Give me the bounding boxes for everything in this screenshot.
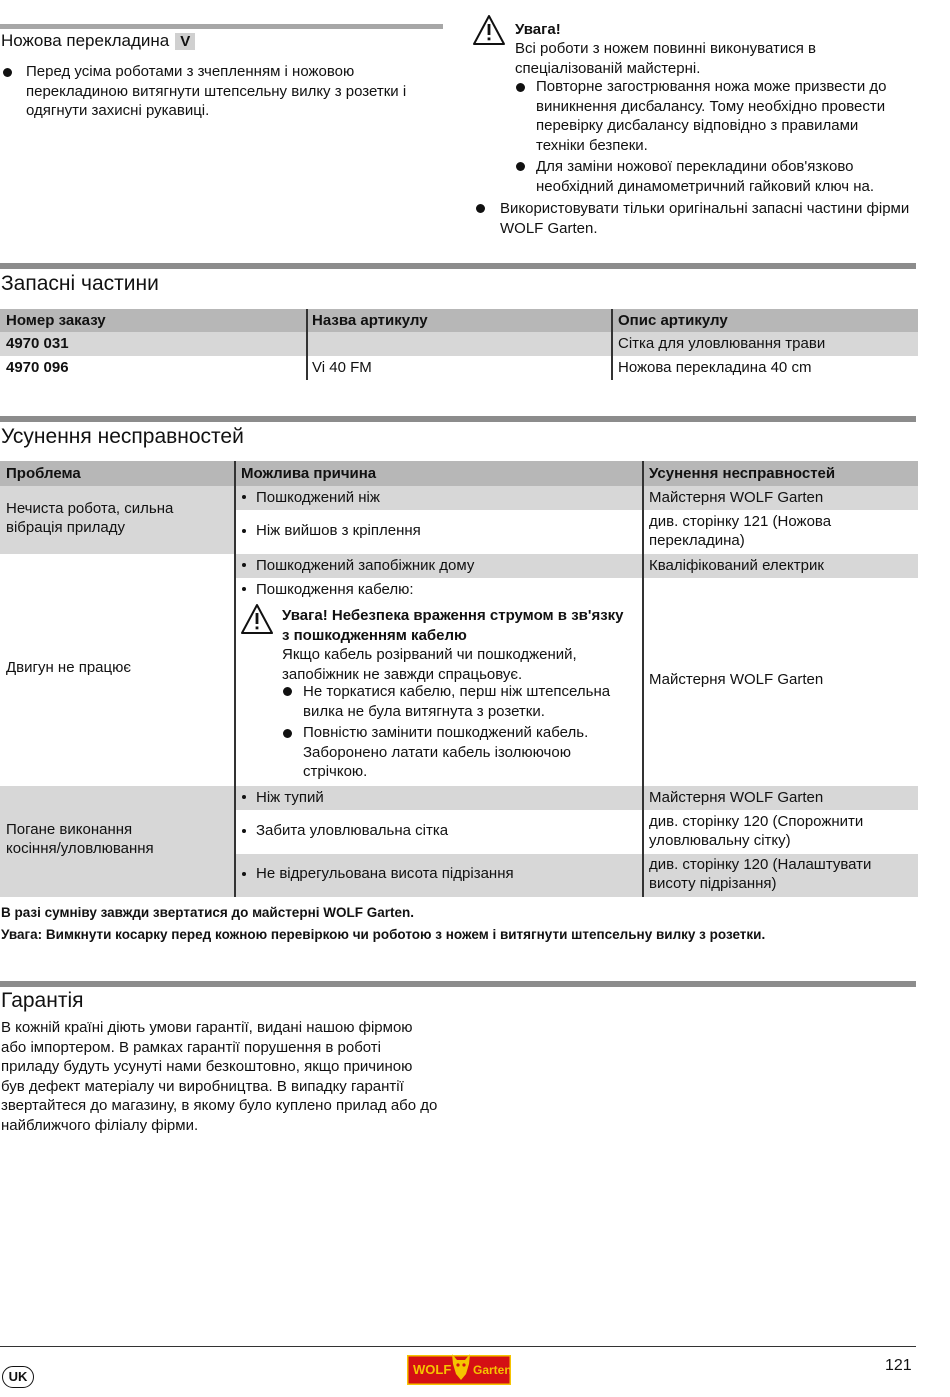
problem-cell <box>0 786 235 897</box>
cause-text: Пошкодження кабелю: <box>256 581 414 598</box>
text-line: Всі роботи з ножем повинні виконуватися в <box>515 40 816 57</box>
text-line: див. сторінку 120 (Спорожнити <box>649 813 864 830</box>
bullet-icon <box>283 687 292 696</box>
text-line: Увага! Небезпека враження струмом в зв'язку <box>282 607 624 624</box>
note-text: В разі сумніву завжди звертатися до майстерні WOLF Garten. <box>1 905 414 920</box>
section-divider <box>0 981 916 987</box>
cause-text: Пошкоджений ніж <box>256 489 380 506</box>
text-line: приладу будуть усунуті нами безкоштовно, якщо причиною <box>1 1058 413 1075</box>
text-line: Не торкатися кабелю, перш ніж штепсельна <box>303 683 611 700</box>
column-divider <box>642 461 644 897</box>
text-line: перекладиною витягнути штепсельну вилку з розетки і <box>26 82 407 100</box>
column-divider <box>611 309 613 380</box>
text-line: Нечиста робота, сильна <box>6 500 174 517</box>
cause-cell <box>235 554 643 578</box>
remedy-cell: Кваліфікований електрик <box>643 554 918 578</box>
bullet-icon <box>242 829 246 833</box>
section-title-warranty: Гарантія <box>1 989 84 1012</box>
warning-sub-bullet-2 <box>536 157 874 196</box>
section-title-text: Ножова перекладина <box>1 31 170 50</box>
bullet-icon <box>242 495 246 499</box>
text-line: див. сторінку 121 (Ножова <box>649 513 832 530</box>
text-line: див. сторінку 120 (Налаштувати <box>649 856 872 873</box>
text-line: косіння/уловлювання <box>6 840 154 857</box>
text-line: Для заміни ножової перекладини обов'язково <box>536 158 854 175</box>
text-line: висоту підрізання) <box>649 875 777 892</box>
bullet-icon <box>516 83 525 92</box>
cause-cell <box>235 486 643 510</box>
warning-text <box>515 39 816 78</box>
logo-word-right: Garten <box>473 1363 512 1377</box>
table-header-cell: Проблема <box>0 461 235 486</box>
wolf-head-icon <box>450 1352 472 1382</box>
warning-triangle-icon <box>240 603 274 640</box>
column-divider <box>234 461 236 897</box>
text-line: перевірку дисбалансу відповідно з правилами <box>536 117 859 134</box>
text-line: WOLF Garten. <box>500 219 598 237</box>
warning-title: Увага! <box>515 21 561 38</box>
section-title-blade <box>1 31 195 51</box>
text-line: запобіжник не завжди спрацьовує. <box>282 665 523 683</box>
remedy-cell: Майстерня WOLF Garten <box>649 671 824 688</box>
table-cell: 4970 031 <box>0 332 306 356</box>
text-line: одягнути захисні рукавиці. <box>26 102 210 119</box>
text-line: спеціалізованій майстерні. <box>515 59 701 77</box>
bullet-icon <box>516 162 525 171</box>
remedy-cell <box>643 810 918 854</box>
warranty-text <box>1 1018 437 1135</box>
table-cell <box>306 332 612 356</box>
column-divider <box>306 309 308 380</box>
bullet-icon <box>242 795 246 799</box>
bullet-icon <box>476 204 485 213</box>
cable-warning-bullet-2 <box>303 723 588 782</box>
logo-word-left: WOLF <box>413 1362 452 1377</box>
table-header-cell: Назва артикулу <box>306 309 612 332</box>
wolf-garten-logo <box>407 1355 511 1385</box>
table-cell: Сітка для уловлювання трави <box>612 332 918 356</box>
text-line: Погане виконання <box>6 821 133 838</box>
cause-cell <box>235 854 643 897</box>
text-line: з пошкодженням кабелю <box>282 626 467 644</box>
bullet-icon <box>242 872 246 876</box>
table-cell: Vi 40 FM <box>312 359 372 376</box>
section-badge: V <box>175 33 195 50</box>
table-header-cell: Опис артикулу <box>612 309 918 332</box>
warning-sub-bullet-1 <box>536 77 887 155</box>
text-line: Заборонено латати кабель ізолюючою <box>303 743 571 761</box>
text-line: Використовувати тільки оригінальні запасні частини фірми <box>500 200 910 217</box>
table-cell: 4970 096 <box>6 359 69 376</box>
section-divider <box>0 263 916 269</box>
cable-warning-text <box>282 606 624 684</box>
remedy-cell: Майстерня WOLF Garten <box>643 786 918 810</box>
cause-text: Не відрегульована висота підрізання <box>256 865 514 882</box>
remedy-cell <box>643 510 918 554</box>
text-line: вилка не була витягнута з розетки. <box>303 702 545 720</box>
cause-text: Ніж вийшов з кріплення <box>256 522 421 539</box>
text-line: найближчого філіалу фірми. <box>1 1116 199 1134</box>
text-line: звертайтеся до магазину, в якому було куплено прилад або до <box>1 1097 438 1114</box>
text-line: виникнення дисбалансу. Тому необхідно провести <box>536 97 886 115</box>
text-line: Перед усіма роботами з зчепленням і ножовою <box>26 63 355 80</box>
bullet-icon <box>242 529 246 533</box>
text-line: перекладина) <box>649 532 745 549</box>
blade-bullet-text <box>26 62 446 121</box>
page-number: 121 <box>885 1357 912 1374</box>
remedy-cell <box>643 854 918 897</box>
text-line: Повністю замінити пошкоджений кабель. <box>303 724 589 741</box>
problem-cell: Двигун не працює <box>6 659 132 676</box>
footer-divider <box>0 1346 916 1347</box>
text-line: Якщо кабель розірваний чи пошкоджений, <box>282 646 577 663</box>
cause-text: Забита уловлювальна сітка <box>256 822 449 839</box>
bullet-icon <box>3 68 12 77</box>
problem-cell <box>0 486 235 554</box>
bullet-icon <box>242 587 246 591</box>
text-line: Повторне загострювання ножа може призвести до <box>536 78 887 95</box>
table-header-cell: Можлива причина <box>235 461 643 486</box>
warning-bullet <box>500 199 909 238</box>
section-divider <box>0 24 443 29</box>
section-title-troubleshooting: Усунення несправностей <box>1 425 244 448</box>
section-title-spare-parts: Запасні частини <box>1 272 159 295</box>
text-line: або імпортером. В рамках гарантії порушення в роботі <box>1 1038 382 1056</box>
text-line: техніки безпеки. <box>536 136 648 154</box>
cable-warning-bullet-1 <box>303 682 610 721</box>
remedy-cell: Майстерня WOLF Garten <box>643 486 918 510</box>
warning-triangle-icon <box>472 14 506 51</box>
note-text: Увага: Вимкнути косарку перед кожною перевіркою чи роботою з ножем і витягнути штепсельну вилку з розетки. <box>1 927 766 942</box>
cause-cell <box>235 810 643 854</box>
bullet-icon <box>283 729 292 738</box>
cause-text: Ніж тупий <box>256 789 324 806</box>
text-line: вібрація приладу <box>6 519 125 536</box>
table-cell: Ножова перекладина 40 cm <box>618 359 812 376</box>
text-line: був дефект матеріалу чи виробництва. В випадку гарантії <box>1 1077 404 1095</box>
text-line: стрічкою. <box>303 763 368 780</box>
table-header-cell: Усунення несправностей <box>643 461 918 486</box>
cause-cell <box>235 786 643 810</box>
text-line: уловлювальну сітку) <box>649 832 791 849</box>
section-divider <box>0 416 916 422</box>
country-code: UK <box>8 1369 28 1384</box>
text-line: В кожній країні діють умови гарантії, видані нашою фірмою <box>1 1019 413 1036</box>
table-header-cell: Номер заказу <box>0 309 306 332</box>
cause-text: Пошкоджений запобіжник дому <box>256 557 475 574</box>
cause-cell <box>235 510 643 554</box>
text-line: необхідний динамометричний гайковий ключ на. <box>536 177 875 195</box>
country-badge <box>2 1366 34 1388</box>
bullet-icon <box>242 563 246 567</box>
